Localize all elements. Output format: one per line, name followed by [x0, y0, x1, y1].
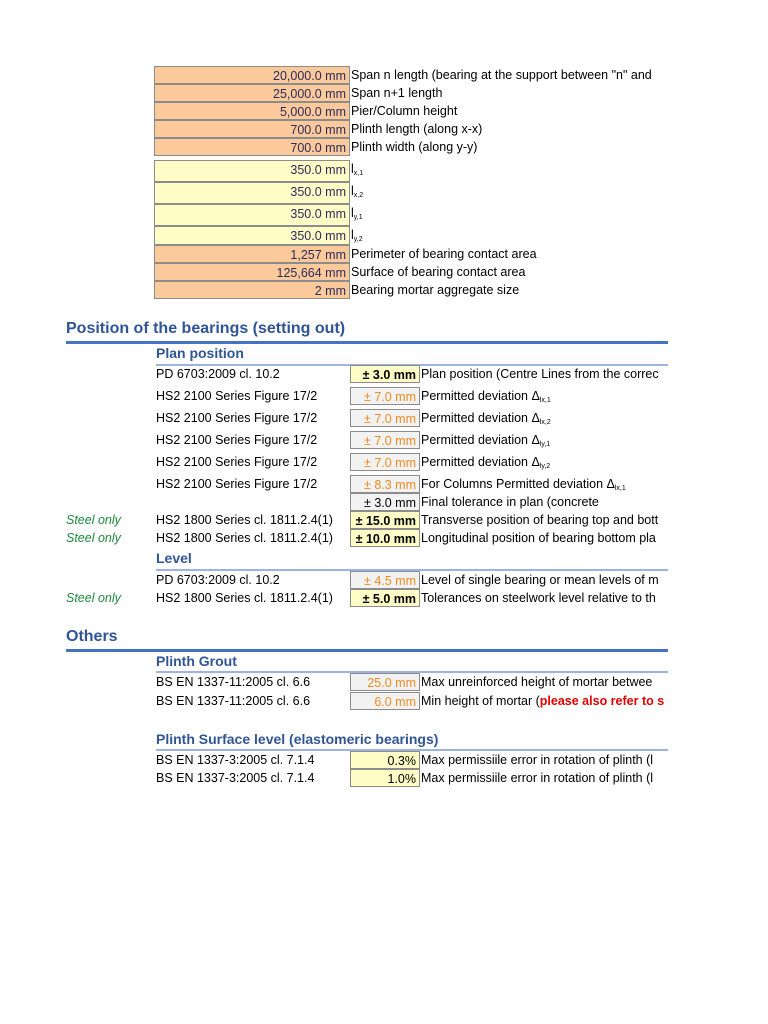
tolerance-row: [0, 751, 768, 769]
tolerance-row: [0, 589, 768, 607]
tolerance-row: [0, 571, 768, 589]
symbol-subscript: x,2: [353, 192, 364, 199]
geometry-value-cell[interactable]: 2 mm: [154, 281, 350, 299]
reference-clause: HS2 1800 Series cl. 1811.2.4(1): [156, 591, 333, 605]
symbol-l: l: [351, 206, 354, 220]
reference-clause: HS2 2100 Series Figure 17/2: [156, 389, 318, 403]
geometry-description: Plinth length (along x-x): [351, 122, 483, 136]
geometry-description: Perimeter of bearing contact area: [351, 247, 537, 261]
tolerance-row: [0, 673, 768, 691]
reference-clause: PD 6703:2009 cl. 10.2: [156, 573, 280, 587]
symbol-subscript: x,1: [353, 170, 364, 177]
tolerance-row: [0, 511, 768, 529]
tolerance-description: [421, 475, 668, 493]
section-rule: [66, 649, 668, 652]
geometry-description: [351, 182, 668, 200]
tolerance-description: [421, 673, 668, 691]
tolerance-description: [421, 453, 668, 471]
description-text: Max permissiile error in rotation of plinth (l: [421, 771, 654, 785]
reference-clause: BS EN 1337-3:2005 cl. 7.1.4: [156, 771, 315, 785]
tolerance-row: [0, 365, 768, 383]
geometry-description: Bearing mortar aggregate size: [351, 283, 520, 297]
tolerance-value-cell[interactable]: ± 7.0 mm: [350, 409, 420, 427]
symbol-subscript: y,1: [353, 214, 363, 221]
geometry-description: Span n length (bearing at the support between "n" and: [351, 68, 652, 82]
delta-subscript: lx,1: [539, 397, 551, 404]
geometry-value-cell[interactable]: 350.0 mm: [154, 160, 350, 182]
reference-clause: BS EN 1337-11:2005 cl. 6.6: [156, 675, 311, 689]
tolerance-value-cell[interactable]: ± 7.0 mm: [350, 431, 420, 449]
description-text: Max unreinforced height of mortar betwee: [421, 675, 653, 689]
geometry-value-cell[interactable]: 5,000.0 mm: [154, 102, 350, 120]
tolerance-row: [0, 387, 768, 405]
tolerance-value-cell[interactable]: ± 8.3 mm: [350, 475, 420, 493]
delta-subscript: lx,1: [614, 485, 626, 492]
geometry-value-cell[interactable]: 1,257 mm: [154, 245, 350, 263]
tolerance-description: [421, 692, 668, 710]
description-text: Level of single bearing or mean levels of m: [421, 573, 659, 587]
geometry-description: [351, 160, 668, 178]
tolerance-row: [0, 529, 768, 547]
geometry-row: [0, 226, 768, 244]
description-text: Max permissiile error in rotation of plinth (l: [421, 753, 654, 767]
description-text: Permitted deviation Δ: [421, 433, 540, 447]
geometry-row: [0, 84, 768, 102]
subsection-title-plinth-grout: Plinth Grout: [156, 653, 237, 669]
tolerance-description: [421, 493, 668, 511]
reference-clause: PD 6703:2009 cl. 10.2: [156, 367, 280, 381]
geometry-description: Span n+1 length: [351, 86, 443, 100]
reference-clause: HS2 2100 Series Figure 17/2: [156, 433, 318, 447]
tolerance-value-cell[interactable]: 0.3%: [350, 751, 420, 769]
geometry-row: [0, 120, 768, 138]
geometry-description: Plinth width (along y-y): [351, 140, 478, 154]
tolerance-value-cell[interactable]: ± 7.0 mm: [350, 453, 420, 471]
geometry-row: [0, 204, 768, 222]
tolerance-description: [421, 571, 668, 589]
geometry-row: [0, 102, 768, 120]
reference-clause: BS EN 1337-3:2005 cl. 7.1.4: [156, 753, 315, 767]
geometry-row: [0, 245, 768, 263]
geometry-value-cell[interactable]: 700.0 mm: [154, 138, 350, 156]
reference-clause: HS2 2100 Series Figure 17/2: [156, 411, 318, 425]
tolerance-description: [421, 511, 668, 529]
description-text: Transverse position of bearing top and bott: [421, 513, 659, 527]
reference-clause: BS EN 1337-11:2005 cl. 6.6: [156, 694, 311, 708]
geometry-row: [0, 263, 768, 281]
subsection-title-plinth-surface: Plinth Surface level (elastomeric bearings): [156, 731, 439, 747]
tolerance-value-cell[interactable]: ± 15.0 mm: [350, 511, 420, 529]
tolerance-description: [421, 431, 668, 449]
symbol-l: l: [351, 184, 354, 198]
description-text: Tolerances on steelwork level relative to th: [421, 591, 656, 605]
geometry-row: [0, 138, 768, 156]
subsection-title-level: Level: [156, 550, 192, 566]
reference-clause: HS2 2100 Series Figure 17/2: [156, 455, 318, 469]
steel-only-note: Steel only: [66, 513, 121, 527]
geometry-value-cell[interactable]: 700.0 mm: [154, 120, 350, 138]
tolerance-description: [421, 769, 668, 787]
geometry-row: [0, 281, 768, 299]
delta-subscript: ly,1: [539, 441, 551, 448]
description-text: Permitted deviation Δ: [421, 411, 540, 425]
symbol-subscript: y,2: [353, 236, 363, 243]
tolerance-description: [421, 589, 668, 607]
geometry-row: [0, 66, 768, 84]
geometry-value-cell[interactable]: 350.0 mm: [154, 182, 350, 204]
tolerance-description: [421, 365, 668, 383]
tolerance-value-cell[interactable]: ± 5.0 mm: [350, 589, 420, 607]
tolerance-row: [0, 692, 768, 710]
delta-subscript: ly,2: [539, 463, 551, 470]
tolerance-value-cell[interactable]: ± 10.0 mm: [350, 529, 420, 547]
geometry-value-cell[interactable]: 350.0 mm: [154, 204, 350, 226]
reference-clause: HS2 2100 Series Figure 17/2: [156, 477, 318, 491]
reference-clause: HS2 1800 Series cl. 1811.2.4(1): [156, 513, 333, 527]
geometry-value-cell[interactable]: 25,000.0 mm: [154, 84, 350, 102]
tolerance-description: [421, 387, 668, 405]
tolerance-value-cell[interactable]: ± 7.0 mm: [350, 387, 420, 405]
geometry-value-cell[interactable]: 20,000.0 mm: [154, 66, 350, 84]
steel-only-note: Steel only: [66, 591, 121, 605]
warning-text: please also refer to s: [539, 694, 665, 708]
symbol-l: l: [351, 228, 354, 242]
geometry-description: Surface of bearing contact area: [351, 265, 526, 279]
description-text: Longitudinal position of bearing bottom pla: [421, 531, 656, 545]
geometry-value-cell[interactable]: 125,664 mm: [154, 263, 350, 281]
geometry-description: Pier/Column height: [351, 104, 458, 118]
symbol-l: l: [351, 162, 354, 176]
tolerance-value-cell[interactable]: 6.0 mm: [350, 692, 420, 710]
description-text: Min height of mortar (: [421, 694, 540, 708]
geometry-description: [351, 226, 668, 244]
description-text: Final tolerance in plan (concrete: [421, 495, 599, 509]
geometry-row: [0, 182, 768, 200]
geometry-row: [0, 160, 768, 178]
description-text: Permitted deviation Δ: [421, 389, 540, 403]
section-title-bearing-position: Position of the bearings (setting out): [66, 320, 346, 337]
description-text: For Columns Permitted deviation Δ: [421, 477, 615, 491]
description-text: Permitted deviation Δ: [421, 455, 540, 469]
subsection-title-plan-position: Plan position: [156, 345, 244, 361]
tolerance-value-cell[interactable]: 1.0%: [350, 769, 420, 787]
tolerance-row: [0, 475, 768, 493]
tolerance-value-cell[interactable]: ± 3.0 mm: [350, 365, 420, 383]
reference-clause: HS2 1800 Series cl. 1811.2.4(1): [156, 531, 333, 545]
tolerance-value-cell[interactable]: ± 3.0 mm: [350, 493, 420, 511]
geometry-value-cell[interactable]: 350.0 mm: [154, 226, 350, 245]
geometry-description: [351, 204, 668, 222]
tolerance-row: [0, 453, 768, 471]
description-text: Plan position (Centre Lines from the correc: [421, 367, 659, 381]
section-rule: [66, 341, 668, 344]
tolerance-value-cell[interactable]: 25.0 mm: [350, 673, 420, 691]
tolerance-row: [0, 431, 768, 449]
tolerance-row: [0, 769, 768, 787]
tolerance-value-cell[interactable]: ± 4.5 mm: [350, 571, 420, 589]
section-title-others: Others: [66, 628, 118, 645]
tolerance-description: [421, 409, 668, 427]
tolerance-row: [0, 493, 768, 511]
tolerance-description: [421, 751, 668, 769]
delta-subscript: lx,2: [539, 419, 551, 426]
tolerance-description: [421, 529, 668, 547]
tolerance-row: [0, 409, 768, 427]
steel-only-note: Steel only: [66, 531, 121, 545]
